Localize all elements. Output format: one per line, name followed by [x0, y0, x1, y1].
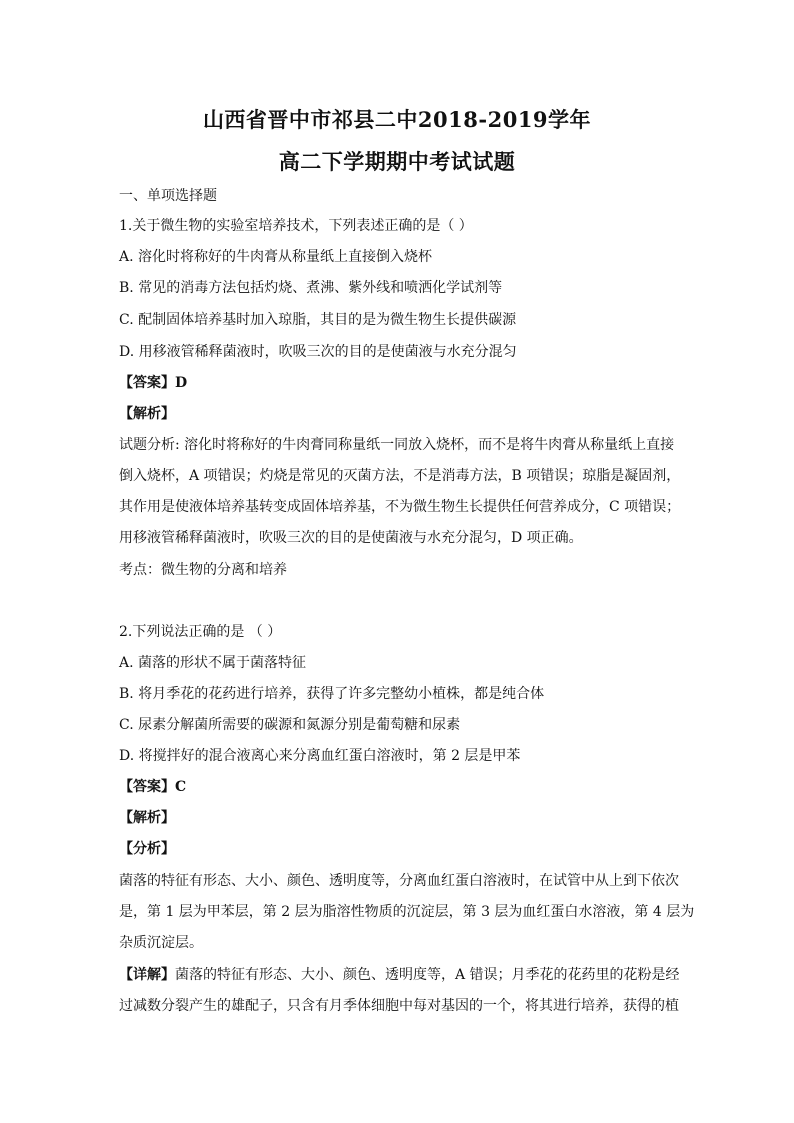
q1-option-c: C. 配制固体培养基时加入琼脂，其目的是为微生物生长提供碳源	[119, 312, 517, 328]
q2-stem: 2.下列说法正确的是 （ ）	[119, 624, 282, 640]
q2-answer: 【答案】C	[119, 779, 187, 795]
q1-topic: 考点：微生物的分离和培养	[119, 562, 287, 578]
q2-fenxi-line-3: 杂质沉淀层。	[119, 935, 203, 951]
q2-detail-text-1: 菌落的特征有形态、大小、颜色、透明度等，A 错误；月季花的花药里的花粉是经	[175, 967, 680, 983]
q1-analysis-line-2: 倒入烧杯，A 项错误；灼烧是常见的灭菌方法，不是消毒方法，B 项错误；琼脂是凝固剂，	[119, 468, 681, 484]
q2-analysis-label: 【解析】	[119, 810, 175, 826]
q2-fenxi-label: 【分析】	[119, 841, 175, 857]
q2-detail-line-1	[119, 965, 679, 985]
q1-analysis-label: 【解析】	[119, 406, 175, 422]
section-heading: 一、单项选择题	[119, 188, 217, 204]
document-title-line2: 高二下学期期中考试试题	[278, 149, 516, 174]
q1-answer: 【答案】D	[119, 375, 188, 391]
q1-option-d: D. 用移液管稀释菌液时，吹吸三次的目的是使菌液与水充分混匀	[119, 344, 517, 360]
q2-fenxi-line-1: 菌落的特征有形态、大小、颜色、透明度等，分离血红蛋白溶液时，在试管中从上到下依次	[119, 873, 679, 889]
q2-option-c: C. 尿素分解菌所需要的碳源和氮源分别是葡萄糖和尿素	[119, 717, 461, 733]
q1-stem: 1.关于微生物的实验室培养技术，下列表述正确的是（ ）	[119, 218, 473, 234]
q2-option-d: D. 将搅拌好的混合液离心来分离血红蛋白溶液时，第 2 层是甲苯	[119, 748, 521, 764]
document-title-line1: 山西省晋中市祁县二中2018-2019学年	[202, 107, 592, 132]
q1-option-b: B. 常见的消毒方法包括灼烧、煮沸、紫外线和喷洒化学试剂等	[119, 280, 503, 296]
q2-fenxi-line-2: 是，第 1 层为甲苯层，第 2 层为脂溶性物质的沉淀层，第 3 层为血红蛋白水溶液，第 4 层为	[119, 904, 695, 920]
q2-detail-label: 【详解】	[119, 967, 175, 983]
q2-option-b: B. 将月季花的花药进行培养，获得了许多完整幼小植株，都是纯合体	[119, 686, 545, 702]
q1-analysis-line-1: 试题分析: 溶化时将称好的牛肉膏同称量纸一同放入烧杯，而不是将牛肉膏从称量纸上直接	[119, 437, 675, 453]
q2-detail-line-2: 过减数分裂产生的雄配子，只含有月季体细胞中每对基因的一个，将其进行培养，获得的植	[119, 998, 679, 1014]
q1-option-a: A. 溶化时将称好的牛肉膏从称量纸上直接倒入烧杯	[119, 249, 433, 265]
q2-option-a: A. 菌落的形状不属于菌落特征	[119, 655, 307, 671]
q1-analysis-line-3: 其作用是使液体培养基转变成固体培养基，不为微生物生长提供任何营养成分，C 项错误；	[119, 499, 681, 515]
q1-analysis-line-4: 用移液管稀释菌液时，吹吸三次的目的是使菌液与水充分混匀，D 项正确。	[119, 530, 583, 546]
